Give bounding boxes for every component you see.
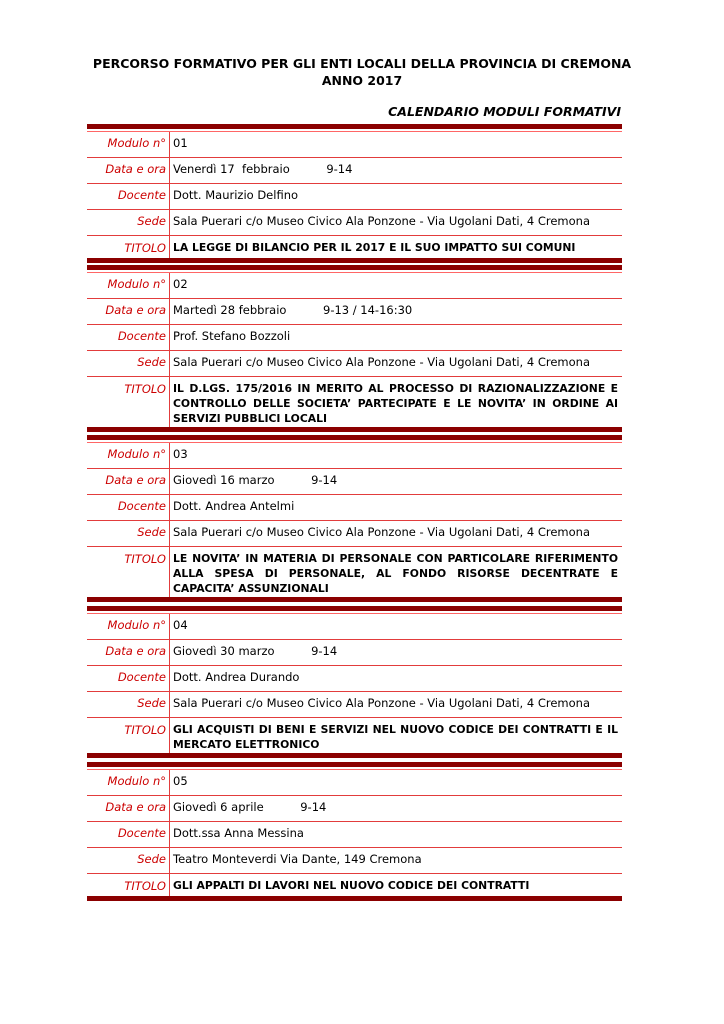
module-table-02 [87,265,622,432]
module-date: Martedì 28 febbraio 9-13 / 14-16:30 [170,299,623,325]
module-venue: Sala Puerari c/o Museo Civico Ala Ponzone - Via Ugolani Dati, 4 Cremona [170,692,623,718]
module-teacher: Prof. Stefano Bozzoli [170,325,623,351]
label-modulo: Modulo n° [87,273,170,299]
module-teacher: Dott. Andrea Antelmi [170,495,623,521]
label-titolo: TITOLO [87,547,170,598]
module-title: LE NOVITA’ IN MATERIA DI PERSONALE CON PARTICOLARE RIFERIMENTO ALLA SPESA DI PERSONALE, AL FONDO RISORSE DECENTRATE E CAPACITA’ ASSUNZIONALI [173,552,618,595]
label-data: Data e ora [87,158,170,184]
label-data: Data e ora [87,299,170,325]
module-table-05 [87,762,622,901]
module-date: Venerdì 17 febbraio 9-14 [170,158,623,184]
label-docente: Docente [87,822,170,848]
module-title: GLI APPALTI DI LAVORI NEL NUOVO CODICE DEI CONTRATTI [173,879,530,892]
module-title: IL D.LGS. 175/2016 IN MERITO AL PROCESSO DI RAZIONALIZZAZIONE E CONTROLLO DELLE SOCIETA’ PARTECIPATE E LE NOVITA’ IN ORDINE AI SERVIZI PUBBLICI LOCALI [173,382,618,425]
calendar-subtitle: CALENDARIO MODULI FORMATIVI [388,104,621,119]
module-number: 04 [170,614,623,640]
module-title: GLI ACQUISTI DI BENI E SERVIZI NEL NUOVO CODICE DEI CONTRATTI E IL MERCATO ELETTRONICO [173,723,618,751]
module-teacher: Dott.ssa Anna Messina [170,822,623,848]
label-sede: Sede [87,351,170,377]
label-titolo: TITOLO [87,377,170,428]
label-docente: Docente [87,495,170,521]
label-modulo: Modulo n° [87,770,170,796]
label-sede: Sede [87,210,170,236]
label-titolo: TITOLO [87,874,170,897]
module-teacher: Dott. Andrea Durando [170,666,623,692]
label-sede: Sede [87,848,170,874]
label-sede: Sede [87,521,170,547]
label-sede: Sede [87,692,170,718]
label-data: Data e ora [87,640,170,666]
module-table-04 [87,606,622,758]
module-table-01 [87,124,622,263]
module-number: 01 [170,132,623,158]
label-docente: Docente [87,325,170,351]
label-modulo: Modulo n° [87,132,170,158]
module-venue: Sala Puerari c/o Museo Civico Ala Ponzone - Via Ugolani Dati, 4 Cremona [170,521,623,547]
document-year: ANNO 2017 [321,73,403,88]
label-titolo: TITOLO [87,718,170,754]
label-docente: Docente [87,666,170,692]
label-data: Data e ora [87,469,170,495]
module-venue: Sala Puerari c/o Museo Civico Ala Ponzone - Via Ugolani Dati, 4 Cremona [170,210,623,236]
label-modulo: Modulo n° [87,443,170,469]
module-venue: Teatro Monteverdi Via Dante, 149 Cremona [170,848,623,874]
label-titolo: TITOLO [87,236,170,259]
label-docente: Docente [87,184,170,210]
module-number: 05 [170,770,623,796]
document-title: PERCORSO FORMATIVO PER GLI ENTI LOCALI DELLA PROVINCIA DI CREMONA [92,56,632,71]
module-teacher: Dott. Maurizio Delfino [170,184,623,210]
module-date: Giovedì 30 marzo 9-14 [170,640,623,666]
module-date: Giovedì 6 aprile 9-14 [170,796,623,822]
module-date: Giovedì 16 marzo 9-14 [170,469,623,495]
module-number: 02 [170,273,623,299]
module-venue: Sala Puerari c/o Museo Civico Ala Ponzone - Via Ugolani Dati, 4 Cremona [170,351,623,377]
module-table-03 [87,435,622,602]
label-data: Data e ora [87,796,170,822]
module-number: 03 [170,443,623,469]
label-modulo: Modulo n° [87,614,170,640]
module-title: LA LEGGE DI BILANCIO PER IL 2017 E IL SUO IMPATTO SUI COMUNI [173,241,576,254]
